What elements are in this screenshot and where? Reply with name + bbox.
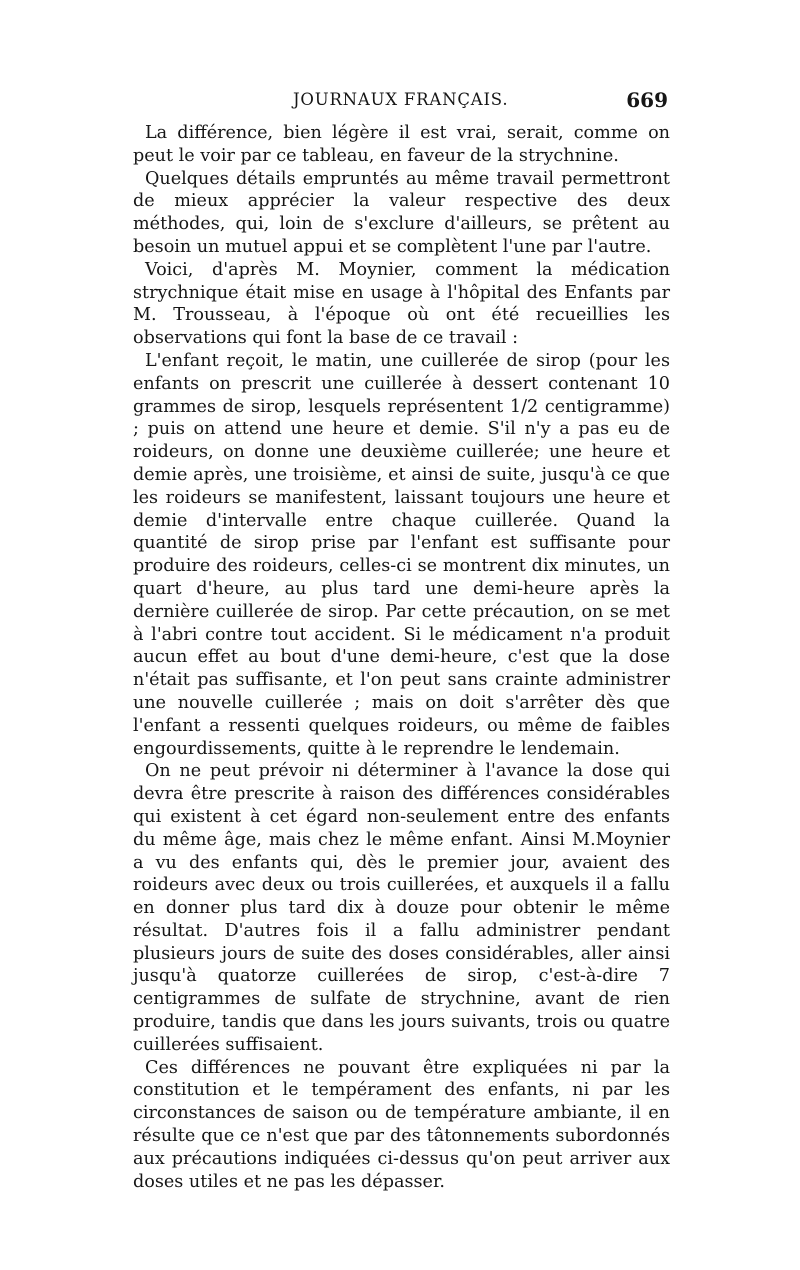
paragraph: La différence, bien légère il est vrai, serait, comme on peut le voir par ce tableau, en faveur de la strychnine.: [133, 123, 670, 166]
running-title: JOURNAUX FRANÇAIS.: [293, 90, 509, 109]
paragraph: On ne peut prévoir ni déterminer à l'avance la dose qui devra être prescrite à raison des différences considérables qui existent à cet égard non-seulement entre des enfants du même âge, mais chez le même enfant. Ainsi M.Moynier a vu des enfants qui, dès le premier jour, avaient des roideurs avec deux ou trois cuillerées, et auxquels il a fallu en donner plus tard dix à douze pour obtenir le même résultat. D'autres fois il a fallu administrer pendant plusieurs jours de suite des doses considérables, aller ainsi jusqu'à quatorze cuillerées de sirop, c'est-à-dire 7 centigrammes de sulfate de strychnine, avant de rien produire, tandis que dans les jours suivants, trois ou quatre cuillerées suffisaient.: [133, 761, 670, 1055]
paragraph: Voici, d'après M. Moynier, comment la médication strychnique était mise en usage à l'hôpital des Enfants par M. Trousseau, à l'époque où ont été recueillies les observations qui font la base de ce travail :: [133, 259, 670, 349]
book-page: [133, 88, 670, 1193]
paragraph: L'enfant reçoit, le matin, une cuillerée de sirop (pour les enfants on prescrit une cuillerée à dessert contenant 10 grammes de sirop, lesquels représentent 1/2 centigramme) ; puis on attend une heure et demie. S'il n'y a pas eu de roideurs, on donne une deuxième cuillerée; une heure et demie après, une troisième, et ainsi de suite, jusqu'à ce que les roideurs se manifestent, laissant toujours une heure et demie d'intervalle entre chaque cuillerée. Quand la quantité de sirop prise par l'enfant est suffisante pour produire des roideurs, celles-ci se montrent dix minutes, un quart d'heure, au plus tard une demi-heure après la dernière cuillerée de sirop. Par cette précaution, on se met à l'abri contre tout accident. Si le médicament n'a produit aucun effet au bout d'une demi-heure, c'est que la dose n'était pas suffisante, et l'on peut sans crainte administrer une nouvelle cuillerée ; mais on doit s'arrêter dès que l'enfant a ressenti quelques roideurs, ou même de faibles engourdissements, quitte à le reprendre le lendemain.: [133, 350, 670, 759]
page-number: 669: [626, 88, 668, 112]
paragraph: Quelques détails empruntés au même travail permettront de mieux apprécier la valeur respective des deux méthodes, qui, loin de s'exclure d'ailleurs, se prêtent au besoin un mutuel appui et se complètent l'une par l'autre.: [133, 168, 670, 257]
page-header: [133, 88, 670, 116]
paragraph: Ces différences ne pouvant être expliquées ni par la constitution et le tempérament des enfants, ni par les circonstances de saison ou de température ambiante, il en résulte que ce n'est que par des tâtonnements subordonnés aux précautions indiquées ci-dessus qu'on peut arriver aux doses utiles et ne pas les dépasser.: [133, 1057, 670, 1192]
body-text: [133, 122, 670, 1193]
